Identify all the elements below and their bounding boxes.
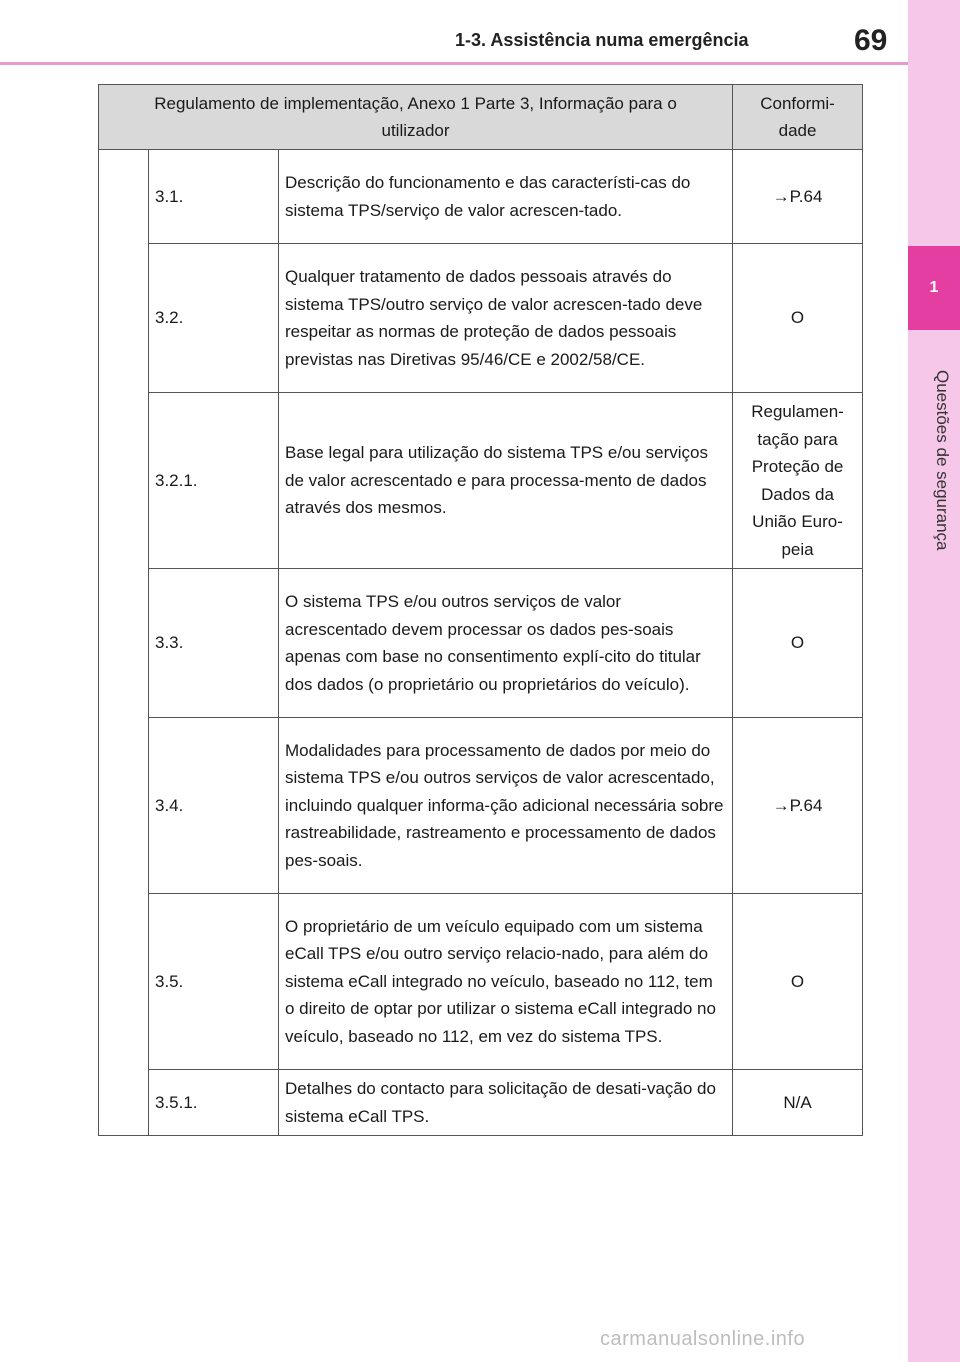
row-description: Modalidades para processamento de dados por meio do sistema TPS e/ou outros serviços de valor acrescentado, incluindo qualquer informa-ção adicional necessária sobre rastreabilidade, rastreamento e processamento de dados pes-soais. xyxy=(279,718,733,894)
header-divider xyxy=(0,62,908,65)
chapter-label: Questões de segurança xyxy=(933,369,952,551)
row-conformity: N/A xyxy=(733,1070,863,1136)
chapter-number: 1 xyxy=(908,246,960,330)
row-number: 3.3. xyxy=(149,569,279,718)
header-conformity: Conformi-dade xyxy=(733,85,863,150)
table-row xyxy=(99,393,863,569)
table-row xyxy=(99,244,863,393)
row-number: 3.5.1. xyxy=(149,1070,279,1136)
table-row xyxy=(99,569,863,718)
table-row xyxy=(99,718,863,894)
row-number: 3.1. xyxy=(149,150,279,244)
row-number: 3.4. xyxy=(149,718,279,894)
row-description: Qualquer tratamento de dados pessoais através do sistema TPS/outro serviço de valor acrescen-tado deve respeitar as normas de proteção de dados pessoais previstas nas Diretivas 95/46/CE e 2002/58/CE. xyxy=(279,244,733,393)
row-description: Base legal para utilização do sistema TPS e/ou serviços de valor acrescentado e para processa-mento de dados através dos mesmos. xyxy=(279,393,733,569)
row-number: 3.5. xyxy=(149,894,279,1070)
table-row xyxy=(99,894,863,1070)
table-indent-cell xyxy=(99,150,149,1136)
row-conformity: →P.64 xyxy=(733,718,863,894)
row-conformity: O xyxy=(733,244,863,393)
section-title: 1-3. Assistência numa emergência xyxy=(455,30,749,50)
row-number: 3.2. xyxy=(149,244,279,393)
regulation-table xyxy=(98,84,863,1136)
table-row xyxy=(99,150,863,244)
row-description: O sistema TPS e/ou outros serviços de valor acrescentado devem processar os dados pes-soais apenas com base no consentimento explí-cito do titular dos dados (o proprietário ou proprietários do veículo). xyxy=(279,569,733,718)
row-description: O proprietário de um veículo equipado com um sistema eCall TPS e/ou outro serviço relacio-nado, para além do sistema eCall integrado no veículo, baseado no 112, tem o direito de optar por utilizar o sistema eCall integrado no veículo, baseado no 112, em vez do sistema TPS. xyxy=(279,894,733,1070)
table-header-row xyxy=(99,85,863,150)
row-conformity: O xyxy=(733,569,863,718)
chapter-side-tab xyxy=(908,0,960,1362)
row-conformity: Regulamen-tação para Proteção de Dados da União Euro-peia xyxy=(733,393,863,569)
row-conformity: →P.64 xyxy=(733,150,863,244)
page-number: 69 xyxy=(854,24,888,57)
table-row xyxy=(99,1070,863,1136)
row-conformity: O xyxy=(733,894,863,1070)
watermark: carmanualsonline.info xyxy=(600,1328,806,1350)
row-number: 3.2.1. xyxy=(149,393,279,569)
header-description: Regulamento de implementação, Anexo 1 Parte 3, Informação para o utilizador xyxy=(99,85,733,150)
row-description: Detalhes do contacto para solicitação de desati-vação do sistema eCall TPS. xyxy=(279,1070,733,1136)
row-description: Descrição do funcionamento e das característi-cas do sistema TPS/serviço de valor acrescen-tado. xyxy=(279,150,733,244)
